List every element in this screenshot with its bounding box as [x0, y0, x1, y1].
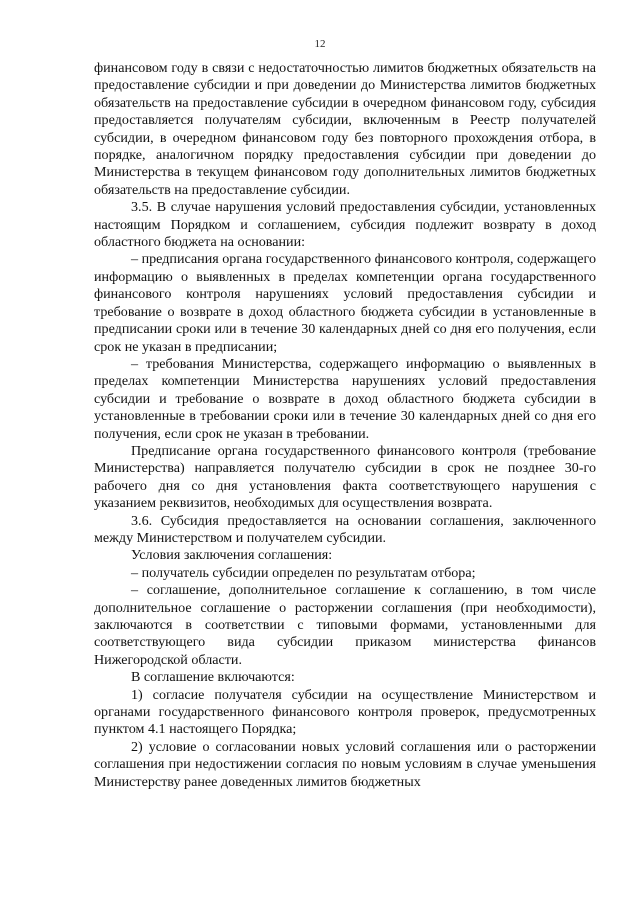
paragraph-condition-agreement: – соглашение, дополнительное соглашение к соглашению, в том числе дополнительное соглашение о расторжении соглашения (при необходимости), заключаются в соответствии с типовыми формами, установленными для соответствующего вида субсидии приказом министерства финансов Нижегородской области. — [94, 582, 596, 668]
paragraph-3-6: 3.6. Субсидия предоставляется на основании соглашения, заключенного между Министерством и получателем субсидии. — [94, 512, 596, 546]
paragraph-included-heading: В соглашение включаются: — [131, 669, 295, 686]
paragraph-conditions-heading: Условия заключения соглашения: — [131, 547, 333, 564]
paragraph-1: финансовом году в связи с недостаточностью лимитов бюджетных обязательств на предоставление субсидии и при доведении до Министерства лимитов бюджетных обязательств на предоставление субсидии в очередном финансовом году, субсидия предоставляется получателям субсидии, включенным в Реестр получателей субсидии, в очередном финансовом году без повторного прохождения отбора, в порядке, аналогичном порядку предоставления субсидии при доведении до Министерства в текущем финансовом году дополнительных лимитов бюджетных обязательств на предоставление субсидии. — [94, 60, 596, 198]
page-number: 12 — [314, 38, 326, 50]
paragraph-prescription: – предписания органа государственного финансового контроля, содержащего информацию о выявленных в пределах компетенции органа государственного финансового контроля нарушениях условий предоставления субсидии и требование о возврате в доход областного бюджета субсидии в установленные в предписании сроки или в течение 30 календарных дней со дня его получения, если срок не указан в предписании; — [94, 251, 597, 355]
paragraph-ministry-requirement: – требования Министерства, содержащего информацию о выявленных в пределах компетенции Министерства нарушениях условий предоставления субсидии и требование о возврате в доход областного бюджета субсидии в установленные в требовании сроки или в течение 30 календарных дней со дня его получения, если срок не указан в требовании. — [94, 355, 596, 442]
document-body — [94, 60, 596, 791]
paragraph-item-1: 1) согласие получателя субсидии на осуществление Министерством и органами государственного финансового контроля проверок, предусмотренных пунктом 4.1 настоящего Порядка; — [94, 686, 596, 738]
paragraph-item-2: 2) условие о согласовании новых условий соглашения или о расторжении соглашения при недостижении согласия по новым условиям в случае уменьшения Министерству ранее доведенных лимитов бюджетных — [94, 738, 596, 790]
paragraph-condition-recipient: – получатель субсидии определен по результатам отбора; — [131, 564, 476, 581]
paragraph-3-5: 3.5. В случае нарушения условий предоставления субсидии, установленных настоящим Порядком и соглашением, субсидия подлежит возврату в доход областного бюджета на основании: — [94, 199, 596, 251]
paragraph-prescription-sent: Предписание органа государственного финансового контроля (требование Министерства) направляется получателю субсидии в срок не позднее 30-го рабочего дня со дня установления факта соответствующего нарушения с указанием реквизитов, необходимых для осуществления возврата. — [94, 442, 596, 512]
